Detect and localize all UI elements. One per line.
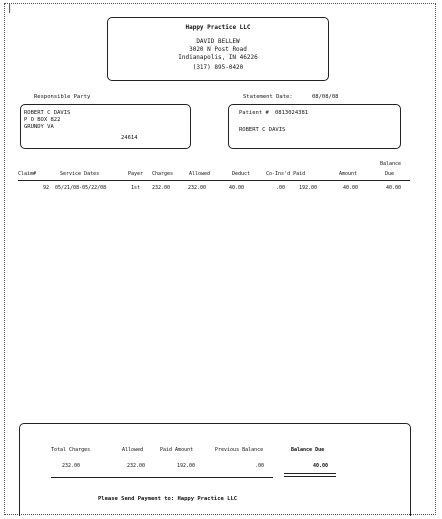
- col-header-allowed: Allowed: [189, 171, 211, 177]
- summary-header-total-charges: Total Charges: [51, 447, 91, 453]
- summary-header-previous-balance: Previous Balance: [215, 447, 264, 453]
- cell-payer: 1st: [131, 185, 141, 191]
- cell-charges: 232.00: [152, 185, 171, 191]
- cell-allowed: 232.00: [188, 185, 207, 191]
- col-header-deduct: Deduct: [232, 171, 251, 177]
- statement-date-value: 08/08/08: [312, 94, 339, 100]
- summary-header-allowed: Allowed: [122, 447, 144, 453]
- col-header-amount: Amount: [339, 171, 358, 177]
- summary-paid-amount: 192.00: [177, 463, 196, 469]
- statement-date-label: Statement Date:: [243, 94, 293, 100]
- responsible-party-box: [20, 104, 191, 149]
- col-header-payer: Payer: [128, 171, 144, 177]
- text-cursor-icon: |: [7, 4, 13, 14]
- cell-coins: .00: [276, 185, 286, 191]
- summary-box: [19, 423, 411, 516]
- cell-balance-due: 40.00: [386, 185, 402, 191]
- responsible-party-label: Responsible Party: [34, 94, 91, 100]
- practice-phone: (317) 895-0420: [192, 64, 244, 71]
- cell-paid: 192.00: [299, 185, 318, 191]
- patient-number-label: Patient #: [239, 110, 269, 116]
- summary-header-paid-amount: Paid Amount: [160, 447, 194, 453]
- rp-zip: 24614: [121, 135, 138, 141]
- cell-deduct: 40.00: [229, 185, 245, 191]
- col-header-coins-paid: Co-Ins'd Paid: [266, 171, 306, 177]
- practice-header-box: [107, 17, 329, 81]
- summary-balance-due: 40.00: [313, 463, 329, 469]
- cell-claim: 92: [43, 185, 50, 191]
- col-header-charges: Charges: [152, 171, 174, 177]
- practice-street: 3020 N Post Road: [189, 46, 247, 53]
- patient-number: 0813024381: [275, 110, 309, 116]
- summary-header-balance-due: Balance Due: [291, 447, 325, 453]
- col-header-claim: Claim#: [18, 171, 37, 177]
- rp-address: P O BOX 822: [24, 117, 61, 123]
- practice-name: Happy Practice LLC: [185, 24, 251, 31]
- cell-amount: 40.00: [343, 185, 359, 191]
- balance-due-double-underline: [284, 473, 336, 477]
- patient-box: [228, 104, 401, 149]
- col-header-balance-due-bottom: Due: [385, 171, 395, 177]
- summary-previous-balance: .00: [255, 463, 265, 469]
- col-header-balance-due-top: Balance: [380, 161, 402, 167]
- cell-service-dates: 05/21/08-05/22/08: [55, 185, 107, 191]
- col-header-service-dates: Service Dates: [60, 171, 100, 177]
- summary-total-charges: 232.00: [62, 463, 81, 469]
- rp-city: GRUNDY VA: [24, 124, 54, 130]
- table-header-rule: [18, 180, 410, 181]
- summary-allowed: 232.00: [127, 463, 146, 469]
- patient-name: ROBERT C DAVIS: [239, 127, 286, 133]
- remit-instruction: Please Send Payment to: Happy Practice LLC: [98, 496, 238, 502]
- doctor-name: DAVID BELLEW: [196, 38, 240, 45]
- summary-rule: [51, 477, 273, 478]
- practice-city: Indianapolis, IN 46226: [178, 54, 258, 61]
- rp-name: ROBERT C DAVIS: [24, 110, 71, 116]
